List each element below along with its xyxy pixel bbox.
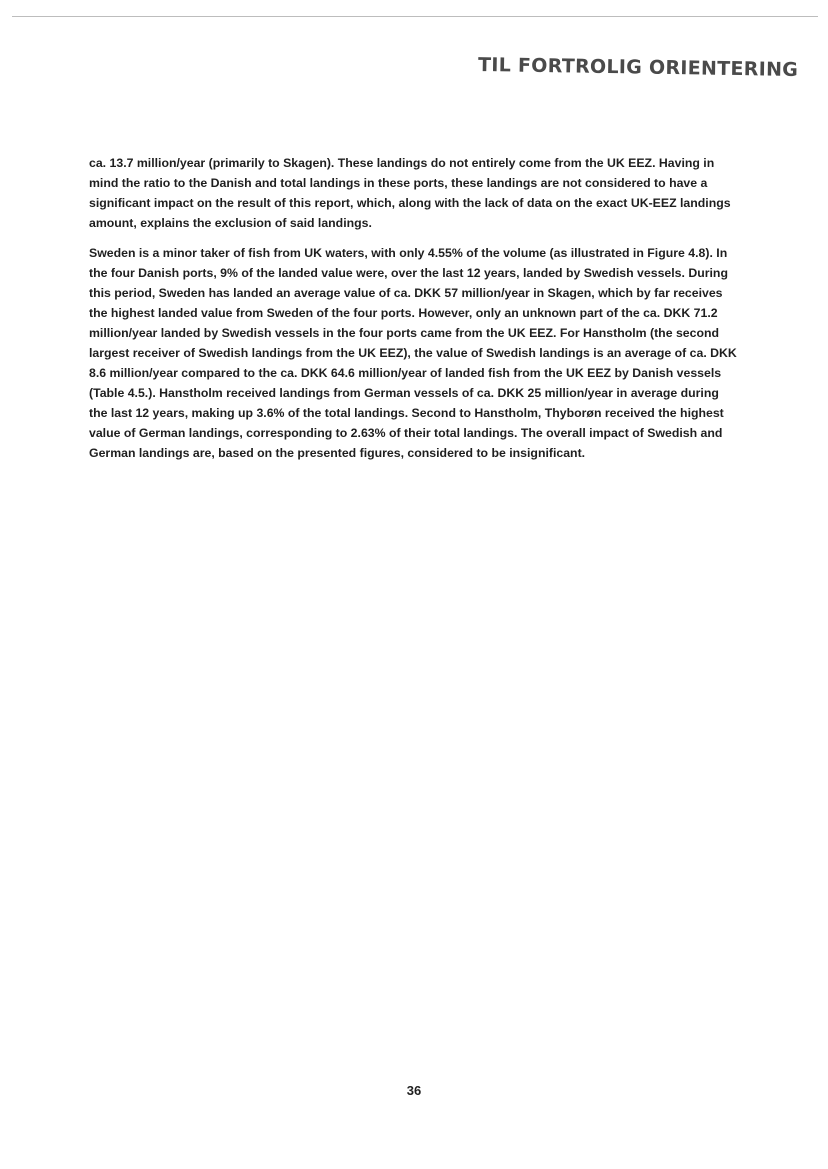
scan-edge-line: [12, 16, 818, 17]
document-body: [89, 153, 739, 473]
page-number: 36: [406, 1083, 422, 1098]
body-paragraph: ca. 13.7 million/year (primarily to Skagen). These landings do not entirely come from the UK EEZ. Having in mind the ratio to the Danish and total landings in these ports, these landings are not considered to have a significant impact on the result of this report, which, along with the lack of data on the exact UK-EEZ landings amount, explains the exclusion of said landings.: [89, 156, 731, 230]
confidentiality-stamp: TIL FORTROLIG ORIENTERING: [477, 53, 799, 81]
body-paragraph: Sweden is a minor taker of fish from UK waters, with only 4.55% of the volume (as illustrated in Figure 4.8). In the four Danish ports, 9% of the landed value were, over the last 12 years, landed by Swedish vessels. During this period, Sweden has landed an average value of ca. DKK 57 million/year in Skagen, which by far receives the highest landed value from Sweden of the four ports. However, only an unknown part of the ca. DKK 71.2 million/year landed by Swedish vessels in the four ports came from the UK EEZ. For Hanstholm (the second largest receiver of Swedish landings from the UK EEZ), the value of Swedish landings is an average of ca. DKK 8.6 million/year compared to the ca. DKK 64.6 million/year of landed fish from the UK EEZ by Danish vessels (Table 4.5.). Hanstholm received landings from German vessels of ca. DKK 25 million/year in average during the last 12 years, making up 3.6% of the total landings. Second to Hanstholm, Thyborøn received the highest value of German landings, corresponding to 2.63% of their total landings. The overall impact of Swedish and German landings are, based on the presented figures, considered to be insignificant.: [89, 246, 737, 460]
